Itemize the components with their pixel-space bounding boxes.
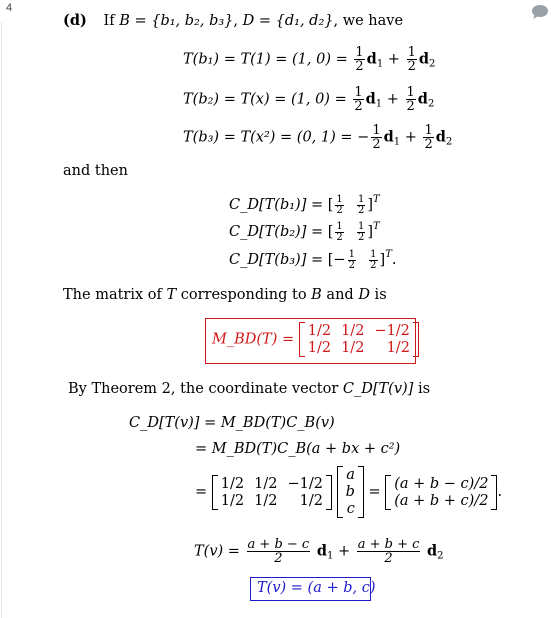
t-eq-lhs: T(b₁) = T(1) = (1, 0) = bbox=[183, 51, 348, 68]
final-expression: T(v) = $\frac{a + b - c}{2}$ $d_1$ + $\frac{a + b + c}{2}$ $d_2$ bbox=[194, 537, 444, 566]
matrix-M-repeat: 1/2 1/2 −1/2 1/2 1/2 1/2 bbox=[212, 475, 332, 510]
fraction: $\frac{1}{2}$ bbox=[372, 123, 381, 152]
t-eq-lhs: T(b₃) = T(x²) = (0, 1) = bbox=[183, 129, 353, 146]
vector-abc: a b c bbox=[337, 466, 364, 518]
comment-icon[interactable] bbox=[531, 4, 549, 20]
intro-pre: If bbox=[103, 13, 120, 29]
derivation-line-1: C_D[T(v)] = M_BD(T)C_B(v) bbox=[129, 415, 335, 431]
intro-post: , we have bbox=[333, 13, 404, 29]
matrix-M-BD bbox=[212, 322, 419, 357]
fraction: $\frac{1}{2}$ bbox=[406, 85, 415, 114]
part-label: (d) bbox=[63, 12, 87, 29]
page-number: 4 bbox=[6, 2, 13, 14]
coord-equation-3: C_D[T(b₃)] = [− $\frac{1}{2}$ $\frac{1}{2}$ ]$^T$. bbox=[229, 248, 397, 271]
fraction: $\frac{1}{2}$ bbox=[354, 85, 363, 114]
matrix-bracket: 1/2 1/2 −1/2 1/2 1/2 1/2 bbox=[299, 322, 419, 357]
t-equation-3: T(b₃) = T(x²) = (0, 1) = − $\frac{1}{2}$ $d_1$ + $\frac{1}{2}$ $d_2$ bbox=[183, 123, 453, 152]
fraction: $\frac{1}{2}$ bbox=[424, 123, 433, 152]
coord-equation-2: C_D[T(b₂)] = [ $\frac{1}{2}$ $\frac{1}{2}$ ]$^T$ bbox=[229, 220, 380, 243]
left-margin-rule bbox=[1, 22, 2, 618]
basis-B: B = {b₁, b₂, b₃} bbox=[119, 13, 234, 29]
matrix-label: M_BD(T) = bbox=[212, 331, 295, 348]
t-equation-2: T(b₂) = T(x) = (1, 0) = $\frac{1}{2}$ $d_1$ + $\frac{1}{2}$ $d_2$ bbox=[183, 85, 435, 114]
final-answer: T(v) = (a + b, c) bbox=[257, 580, 376, 596]
result-vector: (a + b − c)/2 (a + b + c)/2 bbox=[385, 475, 497, 510]
intro-line: (d) If B = {b₁, b₂, b₃}, D = {d₁, d₂}, we have bbox=[63, 12, 404, 29]
theorem-line: By Theorem 2, the coordinate vector C_D[T(v)] is bbox=[68, 381, 431, 397]
t-eq-lhs: T(b₂) = T(x) = (1, 0) = bbox=[183, 91, 347, 108]
fraction: $\frac{1}{2}$ bbox=[355, 45, 364, 74]
and-then-text: and then bbox=[63, 163, 128, 179]
fraction: $\frac{1}{2}$ bbox=[407, 45, 416, 74]
coord-equation-1: C_D[T(b₁)] = [ $\frac{1}{2}$ $\frac{1}{2}$ ]$^T$ bbox=[229, 193, 380, 216]
t-equation-1: T(b₁) = T(1) = (1, 0) = $\frac{1}{2}$ $d_1$ + $\frac{1}{2}$ $d_2$ bbox=[183, 45, 436, 74]
derivation-line-2: = M_BD(T)C_B(a + bx + c²) bbox=[195, 441, 401, 457]
derivation-line-3: = 1/2 1/2 −1/2 1/2 1/2 1/2 a b c = (a + b − c)/2 (a + b + c)/2 . bbox=[195, 467, 503, 517]
basis-D: D = {d₁, d₂} bbox=[242, 13, 334, 29]
matrix-intro: The matrix of T corresponding to B and D is bbox=[63, 287, 387, 303]
